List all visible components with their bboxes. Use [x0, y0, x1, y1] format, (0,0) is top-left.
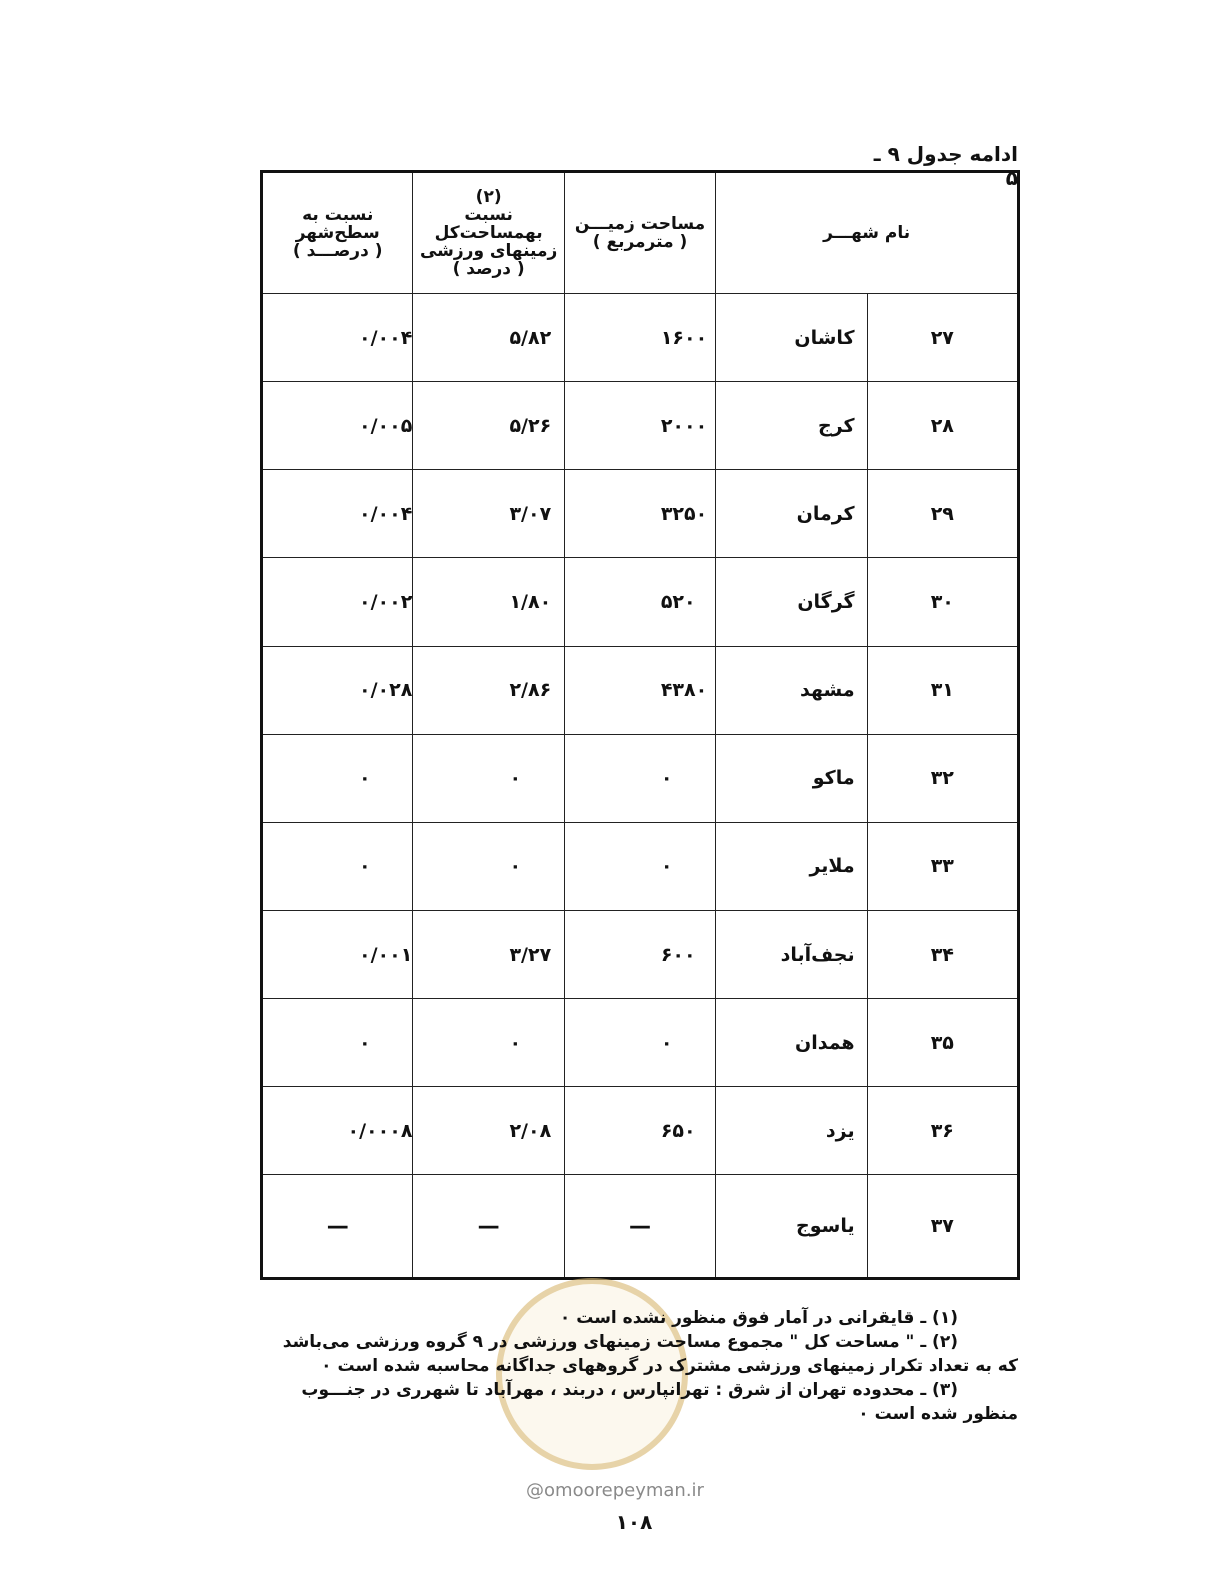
header-ratio-city: [262, 172, 413, 294]
footnote-3-line2: منظور شده است ۰: [858, 1404, 1018, 1424]
table-row: [262, 382, 1019, 470]
area-value: ۶۰۰: [564, 910, 715, 998]
header-ratio-total: [413, 172, 564, 294]
ratio-total-value: ۵/۸۲: [413, 294, 564, 382]
page-number: ۱۰۸: [615, 1510, 653, 1534]
row-number: ۲۸: [867, 382, 1018, 470]
ratio-total-value: —: [413, 1175, 564, 1279]
footnote-3-line1: (۳) ـ محدوده تهران از شرق : تهرانپارس ، دربند ، مهرآباد تا شهرری در جنـــوب: [301, 1380, 958, 1400]
row-number: ۳۲: [867, 734, 1018, 822]
footnote-1: (۱) ـ قایقرانی در آمار فوق منظور نشده است ۰: [559, 1308, 958, 1328]
row-number: ۳۷: [867, 1175, 1018, 1279]
ratio-city-value: ۰/۰۲۸: [262, 646, 413, 734]
footnotes: [262, 1306, 1018, 1426]
header-city: نام شهـــر: [716, 172, 1019, 294]
row-number: ۳۳: [867, 822, 1018, 910]
table-row: [262, 910, 1019, 998]
ratio-city-value: ۰: [262, 822, 413, 910]
table-header-row: [262, 172, 1019, 294]
area-value: ۴۳۸۰: [564, 646, 715, 734]
city-name: یاسوج: [716, 1175, 867, 1279]
header-ratio-total-line2: زمینهای ورزشی: [419, 241, 558, 261]
area-value: ۲۰۰۰: [564, 382, 715, 470]
header-area-line1: مساحت زمیـــن: [574, 214, 706, 234]
city-name: کاشان: [716, 294, 867, 382]
header-area: [564, 172, 715, 294]
ratio-total-value: ۰: [413, 999, 564, 1087]
ratio-city-value: ۰/۰۰۴: [262, 470, 413, 558]
watermark-text: @omoorepeyman.ir: [526, 1480, 704, 1501]
ratio-city-value: ۰/۰۰۴: [262, 294, 413, 382]
ratio-total-value: ۲/۸۶: [413, 646, 564, 734]
ratio-city-value: ۰/۰۰۵: [262, 382, 413, 470]
area-value: ۰: [564, 822, 715, 910]
ratio-city-value: ۰/۰۰۱: [262, 910, 413, 998]
row-number: ۳۱: [867, 646, 1018, 734]
area-value: ۶۵۰: [564, 1087, 715, 1175]
city-name: ملایر: [716, 822, 867, 910]
header-area-line2: ( مترمربع ): [592, 232, 688, 252]
header-ratio-total-line3: ( درصد ): [452, 259, 525, 279]
header-ratio-total-line1: نسبت بهمساحت‌کل: [434, 205, 543, 243]
header-ratio-city-line2: ( درصـــد ): [292, 241, 383, 261]
ratio-city-value: ۰: [262, 999, 413, 1087]
area-value: —: [564, 1175, 715, 1279]
city-name: یزد: [716, 1087, 867, 1175]
row-number: ۳۵: [867, 999, 1018, 1087]
city-name: مشهد: [716, 646, 867, 734]
footnote-2-line2: که به تعداد تکرار زمینهای ورزشی مشترک در گروههای جداگانه محاسبه شده است ۰: [321, 1356, 1018, 1376]
row-number: ۳۴: [867, 910, 1018, 998]
ratio-total-value: ۳/۲۷: [413, 910, 564, 998]
city-name: ماکو: [716, 734, 867, 822]
city-name: نجف‌آباد: [716, 910, 867, 998]
area-value: ۵۲۰: [564, 558, 715, 646]
table-row: [262, 558, 1019, 646]
table-row: [262, 999, 1019, 1087]
city-name: کرج: [716, 382, 867, 470]
area-value: ۳۲۵۰: [564, 470, 715, 558]
ratio-total-value: ۰: [413, 734, 564, 822]
footnote-2-line1: (۲) ـ " مساحت کل " مجموع مساحت زمینهای ورزشی در ۹ گروه ورزشی می‌باشد: [282, 1332, 958, 1352]
table-row: [262, 734, 1019, 822]
ratio-city-value: ۰: [262, 734, 413, 822]
ratio-total-value: ۵/۲۶: [413, 382, 564, 470]
table-row: [262, 1087, 1019, 1175]
row-number: ۳۶: [867, 1087, 1018, 1175]
area-value: ۰: [564, 999, 715, 1087]
data-table: [260, 170, 1020, 1280]
city-name: گرگان: [716, 558, 867, 646]
city-name: کرمان: [716, 470, 867, 558]
table-row: [262, 1175, 1019, 1279]
table-row: [262, 822, 1019, 910]
ratio-total-value: ۱/۸۰: [413, 558, 564, 646]
header-ratio-city-line1: نسبت به سطح‌شهر: [295, 205, 380, 243]
ratio-city-value: ۰/۰۰۰۸: [262, 1087, 413, 1175]
ratio-total-value: ۰: [413, 822, 564, 910]
ratio-total-value: ۲/۰۸: [413, 1087, 564, 1175]
data-table-frame: [260, 170, 1020, 1280]
row-number: ۳۰: [867, 558, 1018, 646]
table-row: [262, 646, 1019, 734]
area-value: ۰: [564, 734, 715, 822]
table-caption: ادامه جدول ۹ ـ ۵: [873, 142, 1018, 190]
city-name: همدان: [716, 999, 867, 1087]
area-value: ۱۶۰۰: [564, 294, 715, 382]
table-body: [262, 294, 1019, 1279]
table-row: [262, 294, 1019, 382]
header-ratio-total-sup: (۲): [475, 187, 502, 207]
ratio-total-value: ۳/۰۷: [413, 470, 564, 558]
ratio-city-value: ۰/۰۰۲: [262, 558, 413, 646]
ratio-city-value: —: [262, 1175, 413, 1279]
row-number: ۲۷: [867, 294, 1018, 382]
row-number: ۲۹: [867, 470, 1018, 558]
table-row: [262, 470, 1019, 558]
